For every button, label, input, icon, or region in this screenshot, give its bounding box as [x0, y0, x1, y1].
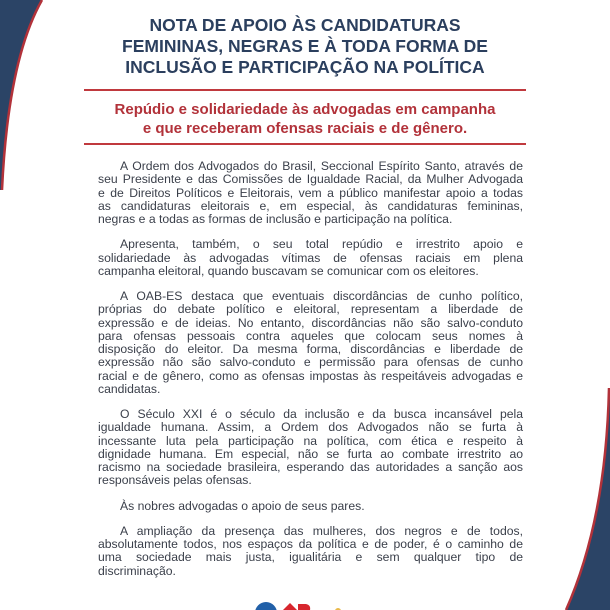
- paragraph-line: discriminação.: [98, 563, 176, 578]
- subtitle-line: e que receberam ofensas raciais e de gênero.: [142, 119, 468, 137]
- title-line: INCLUSÃO E PARTICIPAÇÃO NA POLÍTICA: [125, 57, 485, 77]
- paragraph-line: as candidaturas eleitorais e, em especial, às candidaturas femininas,: [98, 198, 523, 213]
- paragraph-line: O Século XXI é o século da inclusão e da busca incansável pela: [120, 407, 523, 421]
- top-left-navy-swoosh: [0, 0, 42, 190]
- paragraph-line: responsáveis pelas ofensas.: [98, 473, 252, 488]
- logo-o: [255, 602, 277, 610]
- paragraph-line: para ofensas pessoais contra aqueles que colocam seus nomes à: [98, 328, 523, 343]
- logo-b: [298, 604, 310, 610]
- page-title: [60, 15, 550, 78]
- paragraph-line: disposição do eleitor. Da mesma forma, discordâncias e liberdade de: [98, 342, 523, 356]
- paragraph-line: campanha eleitoral, quando buscavam se comunicar com os eleitores.: [98, 263, 479, 278]
- bottom-right-navy-swoosh: [566, 388, 610, 610]
- paragraph-line: negras e a todas as formas de inclusão e participação na política.: [98, 212, 453, 226]
- paragraph: [98, 408, 523, 488]
- paragraph: [98, 160, 523, 226]
- paragraph-line: dignidade humana. Em especial, não se furta ao combate irrestrito ao: [98, 446, 523, 461]
- paragraph: [98, 290, 523, 396]
- paragraph-line: igualdade humana. Assim, a Ordem dos Advogados não se furta à: [98, 420, 523, 435]
- logo-a: [283, 603, 297, 610]
- paragraph-line: Apresenta, também, o seu total repúdio e irrestrito apoio e: [120, 237, 523, 252]
- paragraph: [98, 500, 523, 513]
- paragraph-line: A Ordem dos Advogados do Brasil, Seccional Espírito Santo, através de: [120, 159, 523, 173]
- subtitle: [70, 101, 540, 138]
- paragraph-line: absolutamente todos, nos espaços da política e de poder, é o caminho de: [98, 537, 523, 551]
- paragraph-line: expressão não são salvo-conduto e permissão para ofensas de cunho: [98, 355, 523, 370]
- paragraph: [98, 238, 523, 278]
- paragraph-line: solidariedade às advogadas vítimas de ofensas raciais em plena: [98, 250, 523, 265]
- paragraph-line: uma sociedade mais justa, igualitária e sem qualquer tipo de: [98, 550, 523, 565]
- paragraph-line: candidatas.: [98, 381, 161, 396]
- oab-logo: [250, 600, 350, 610]
- paragraph-line: e de Direitos Políticos e Eleitorais, vem a público manifestar apoio a todas: [98, 185, 523, 200]
- paragraph-line: expressão e de ideias. No entanto, discordâncias não são salvo-conduto: [98, 315, 523, 330]
- paragraph-line: A ampliação da presença das mulheres, dos negros e de todos,: [120, 523, 523, 538]
- paragraph-line: Às nobres advogadas o apoio de seus pares.: [120, 498, 365, 513]
- paragraph-line: racismo na sociedade brasileira, esperando das autoridades a sanção aos: [98, 460, 523, 474]
- paragraph-line: racial e de gênero, como as ofensas impostas às respeitáveis advogadas e: [98, 368, 523, 383]
- paragraph: [98, 525, 523, 578]
- document-body: [98, 160, 523, 590]
- paragraph-line: incessante luta pela participação na política, com ética e respeito à: [98, 433, 523, 448]
- paragraph-line: A OAB-ES destaca que eventuais discordâncias de cunho político,: [120, 289, 523, 303]
- title-line: NOTA DE APOIO ÀS CANDIDATURAS: [149, 15, 461, 35]
- paragraph-line: seu Presidente e das Comissões de Igualdade Racial, da Mulher Advogada: [98, 172, 523, 187]
- subtitle-line: Repúdio e solidariedade às advogadas em campanha: [114, 101, 496, 118]
- divider: [84, 89, 526, 91]
- paragraph-line: próprias do debate político e eleitoral, representam a liberdade de: [98, 302, 523, 317]
- divider: [84, 143, 526, 145]
- title-line: FEMININAS, NEGRAS E À TODA FORMA DE: [122, 36, 488, 56]
